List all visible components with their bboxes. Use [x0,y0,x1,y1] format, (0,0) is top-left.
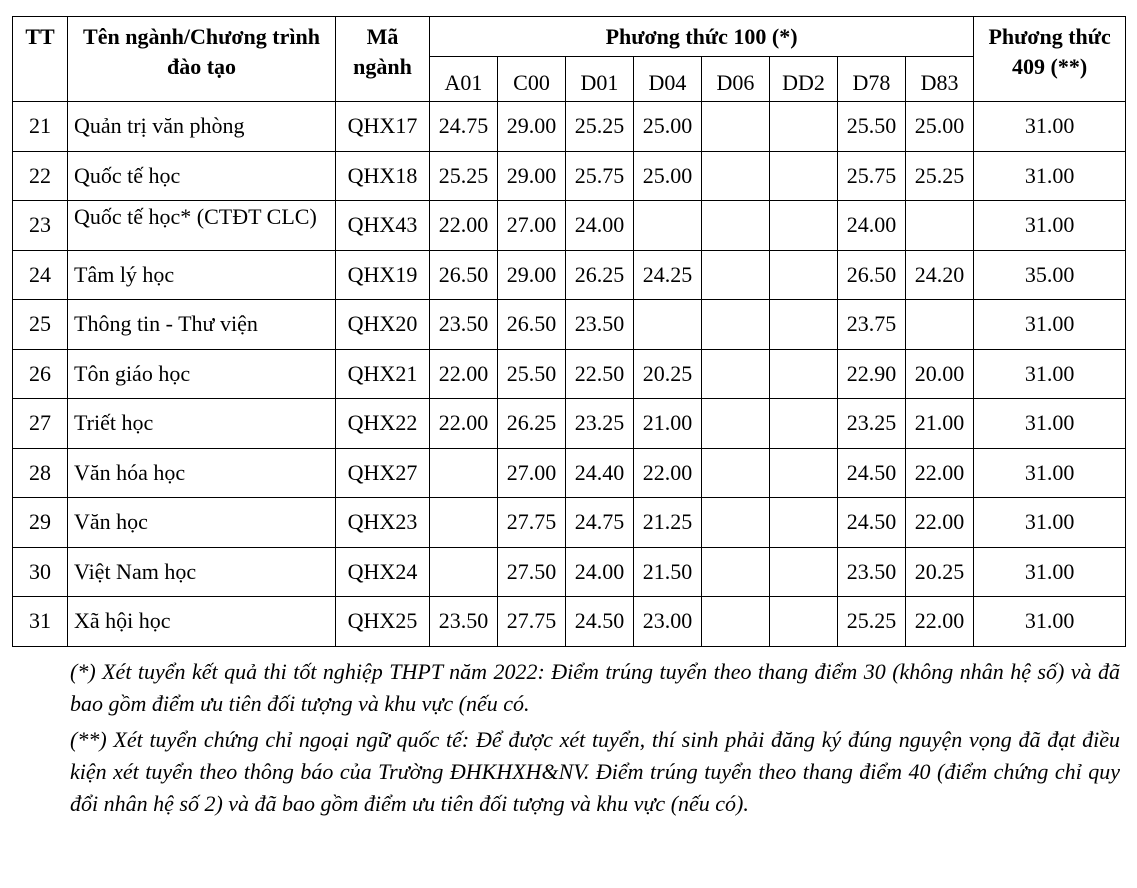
score-dd2 [770,250,838,300]
score-d01: 24.50 [566,597,634,647]
score-d01: 26.25 [566,250,634,300]
admission-scores-table [12,16,1126,647]
row-number: 31 [13,597,68,647]
score-d78: 22.90 [838,349,906,399]
score-c00: 27.75 [498,597,566,647]
program-code: QHX25 [336,597,430,647]
row-number: 30 [13,547,68,597]
table-row [13,547,1126,597]
footnote-method-409: (**) Xét tuyển chứng chỉ ngoại ngữ quốc tế: Để được xét tuyển, thí sinh phải đăng ký đúng nguyện vọng đã đạt điều kiện xét tuyển theo thông báo của Trường ĐHKHXH&NV. Điểm trúng tuyển theo thang điểm 40 (điểm chứng chỉ quy đổi nhân hệ số 2) và đã bao gồm điểm ưu tiên đối tượng và khu vực (nếu có). [70,727,1120,816]
score-d83: 22.00 [906,498,974,548]
score-d04: 22.00 [634,448,702,498]
score-c00: 26.50 [498,300,566,350]
program-name: Triết học [68,399,336,449]
program-name: Thông tin - Thư viện [68,300,336,350]
score-d01: 23.25 [566,399,634,449]
score-d06 [702,349,770,399]
header-program-name: Tên ngành/Chương trình đào tạo [68,17,336,102]
program-name: Quản trị văn phòng [68,102,336,152]
score-c00: 29.00 [498,102,566,152]
score-d04: 21.00 [634,399,702,449]
score-d04: 21.50 [634,547,702,597]
score-a01 [430,498,498,548]
score-d78: 23.50 [838,547,906,597]
score-c00: 26.25 [498,399,566,449]
score-c00: 27.50 [498,547,566,597]
score-c00: 25.50 [498,349,566,399]
score-a01: 22.00 [430,349,498,399]
score-method-409: 31.00 [974,399,1126,449]
score-d83: 20.25 [906,547,974,597]
table-row [13,102,1126,152]
table-row [13,201,1126,251]
score-dd2 [770,151,838,201]
program-code: QHX22 [336,399,430,449]
score-d83: 21.00 [906,399,974,449]
score-dd2 [770,349,838,399]
score-method-409: 31.00 [974,448,1126,498]
score-method-409: 31.00 [974,597,1126,647]
program-code: QHX18 [336,151,430,201]
score-d01: 23.50 [566,300,634,350]
program-code: QHX27 [336,448,430,498]
header-subject-a01: A01 [430,57,498,102]
program-name: Văn học [68,498,336,548]
score-d01: 25.75 [566,151,634,201]
score-dd2 [770,399,838,449]
score-d01: 22.50 [566,349,634,399]
score-method-409: 31.00 [974,349,1126,399]
score-a01 [430,448,498,498]
score-method-409: 31.00 [974,547,1126,597]
score-d83: 25.25 [906,151,974,201]
score-d78: 25.50 [838,102,906,152]
score-d06 [702,498,770,548]
score-a01: 23.50 [430,597,498,647]
program-name: Quốc tế học [68,151,336,201]
table-row [13,597,1126,647]
score-d83 [906,300,974,350]
score-d04: 24.25 [634,250,702,300]
header-subject-d01: D01 [566,57,634,102]
header-method-409: Phương thức 409 (**) [974,17,1126,102]
score-method-409: 31.00 [974,201,1126,251]
score-d83: 22.00 [906,597,974,647]
score-dd2 [770,597,838,647]
header-subject-dd2: DD2 [770,57,838,102]
score-d06 [702,597,770,647]
score-d01: 24.00 [566,201,634,251]
program-code: QHX43 [336,201,430,251]
score-method-409: 31.00 [974,151,1126,201]
score-d04: 23.00 [634,597,702,647]
score-c00: 27.00 [498,201,566,251]
score-d04: 20.25 [634,349,702,399]
score-d78: 26.50 [838,250,906,300]
score-d83: 20.00 [906,349,974,399]
program-name: Tôn giáo học [68,349,336,399]
row-number: 28 [13,448,68,498]
score-dd2 [770,448,838,498]
score-d06 [702,547,770,597]
score-method-409: 35.00 [974,250,1126,300]
score-d04: 25.00 [634,102,702,152]
score-d83: 22.00 [906,448,974,498]
score-d78: 24.50 [838,498,906,548]
score-d06 [702,201,770,251]
score-d78: 25.25 [838,597,906,647]
footnotes [70,656,1120,824]
score-c00: 29.00 [498,250,566,300]
header-tt: TT [13,17,68,102]
score-d06 [702,151,770,201]
score-d78: 24.50 [838,448,906,498]
score-d01: 24.75 [566,498,634,548]
score-d04 [634,201,702,251]
score-d04: 25.00 [634,151,702,201]
header-subject-d78: D78 [838,57,906,102]
score-d01: 25.25 [566,102,634,152]
row-number: 23 [13,201,68,251]
score-method-409: 31.00 [974,102,1126,152]
score-d78: 23.25 [838,399,906,449]
score-d78: 24.00 [838,201,906,251]
score-d06 [702,448,770,498]
row-number: 29 [13,498,68,548]
score-a01: 22.00 [430,201,498,251]
row-number: 25 [13,300,68,350]
program-name: Xã hội học [68,597,336,647]
table-row [13,498,1126,548]
score-dd2 [770,102,838,152]
row-number: 27 [13,399,68,449]
score-d06 [702,300,770,350]
score-d83: 24.20 [906,250,974,300]
score-d06 [702,250,770,300]
score-a01: 23.50 [430,300,498,350]
score-d01: 24.00 [566,547,634,597]
table-row [13,151,1126,201]
score-dd2 [770,201,838,251]
header-subject-d83: D83 [906,57,974,102]
program-name: Việt Nam học [68,547,336,597]
score-dd2 [770,498,838,548]
score-d78: 25.75 [838,151,906,201]
table-row [13,399,1126,449]
score-d83 [906,201,974,251]
program-name: Tâm lý học [68,250,336,300]
program-code: QHX17 [336,102,430,152]
header-method-100: Phương thức 100 (*) [430,17,974,57]
score-a01: 26.50 [430,250,498,300]
row-number: 24 [13,250,68,300]
score-a01: 24.75 [430,102,498,152]
score-dd2 [770,300,838,350]
program-code: QHX19 [336,250,430,300]
score-c00: 27.00 [498,448,566,498]
header-subject-d06: D06 [702,57,770,102]
score-dd2 [770,547,838,597]
table-row [13,448,1126,498]
score-d83: 25.00 [906,102,974,152]
header-subject-d04: D04 [634,57,702,102]
table-row [13,250,1126,300]
score-d78: 23.75 [838,300,906,350]
score-d06 [702,102,770,152]
score-d06 [702,399,770,449]
program-code: QHX23 [336,498,430,548]
program-name: Văn hóa học [68,448,336,498]
row-number: 26 [13,349,68,399]
table-row [13,349,1126,399]
program-name-cell [68,201,336,251]
header-code: Mã ngành [336,17,430,102]
score-method-409: 31.00 [974,498,1126,548]
header-subject-c00: C00 [498,57,566,102]
footnote-method-100: (*) Xét tuyển kết quả thi tốt nghiệp THPT năm 2022: Điểm trúng tuyển theo thang điểm 30 (không nhân hệ số) và đã bao gồm điểm ưu tiên đối tượng và khu vực (nếu có. [70,659,1120,716]
row-number: 22 [13,151,68,201]
score-d04 [634,300,702,350]
score-c00: 29.00 [498,151,566,201]
score-a01: 22.00 [430,399,498,449]
table-row [13,300,1126,350]
program-name: Quốc tế học* (CTĐT CLC) [74,204,317,230]
score-d04: 21.25 [634,498,702,548]
score-a01 [430,547,498,597]
row-number: 21 [13,102,68,152]
score-c00: 27.75 [498,498,566,548]
score-method-409: 31.00 [974,300,1126,350]
score-a01: 25.25 [430,151,498,201]
program-code: QHX21 [336,349,430,399]
program-code: QHX20 [336,300,430,350]
program-code: QHX24 [336,547,430,597]
score-d01: 24.40 [566,448,634,498]
